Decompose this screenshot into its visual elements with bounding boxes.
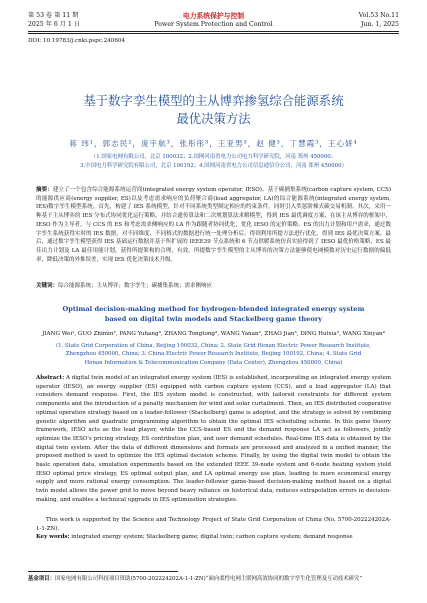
doi: DOI: 10.19783/j.cnki.pspc.240604 <box>28 38 126 44</box>
footnote-fund <box>28 575 399 583</box>
affil-en-line2: Zhengzhou 450000, China; 3. China Electric Power Research Institute, Beijing 100192, China; 4. State Grid <box>65 351 362 358</box>
footnote-label: 基金项目： <box>28 576 55 582</box>
keywords-en <box>36 533 391 542</box>
abstract-en-label: Abstract: <box>36 375 65 381</box>
abstract-en-fund: This work is supported by the Science and Technology Project of State Grid Corporation of China (No. 5700-202224202A-1-1-ZN). <box>36 517 391 532</box>
keywords-cn <box>36 282 391 291</box>
header-center <box>28 12 399 29</box>
abstract-cn <box>36 186 391 264</box>
affil-cn-line2: 3.中国电力科学研究院有限公司，北京 100192；4.国网河南省电力公司信息通信分公司，河南 郑州 450000） <box>80 163 347 169</box>
journal-name-cn: 电力系统保护与控制 <box>182 12 245 20</box>
header-right <box>359 12 399 29</box>
journal-name-en: Power System Protection and Control <box>154 20 273 28</box>
header-rule <box>28 31 399 32</box>
title-cn-line2: 最优决策方法 <box>176 111 251 126</box>
keywords-cn-label: 关键词： <box>36 283 59 289</box>
date-en: Jun. 1, 2025 <box>360 20 399 28</box>
title-en-line2: based on digital twin models and Stackelberg game theory <box>104 315 323 323</box>
abstract-cn-text: 建立了一个包含综合能源系统运营商(integrated energy system operator, IESO)、基于碳捕集系统(carbon capture system, CCS)的能源供应商(energy supplier, ES)以及考虑需求响应的负荷聚合商(load aggregator, LA)的综合能源系统(integrated energy system, IES)数字孪生模型系统。首先，构建了 IES 系统模型，针对不同系统类型制定相应的约束条件，同时引入奖惩阶梯式碳交易机制。其次，采用一种基于主从博弈的 IES 分布式协同优化运行策略，并结合遗传算法和二次规划算法求解模型，得到 IES 最优调度方案，在该主从博弈的框架中，IESO 作为主导者，与 CCS 的 ES 和考虑需求侧响应的 LA 作为跟随者协同优化，优化 IESO 的定价策略、ES 的出力计划和用户需求，通过数字孪生系统获得实时的 IES 数据，对不同维度、不同格式的数据进行统一处理分析后，得到利用所提方法进行优化，得到 IES 最优决策方案。最后，通过数字孪生模型获得 IES 基础运行数据并基于所扩展的 IEEE39 节点系统和 6 节点供暖系统仿真实验得到了 IESO 最优价格策略、ES 最佳出力计划及 LA 最佳用能计划，获得所提架构的合理、有效。所提数字孪生模型的主从博弈的决策方法能够使电网模数对历史运行数据的偏低率，降低决策的外推误差，实现 IES 优化决策技术升级。 <box>36 187 391 263</box>
keywords-en-text: integrated energy system; Stackelberg game; digital twin; carbon capture system; demand response <box>71 534 353 540</box>
date-cn: 2025 年 6 月 1 日 <box>28 20 81 28</box>
affil-en-line3: Henan Information & Telecommunication Company (Data Center), Zhengzhou 450000, China) <box>84 359 343 366</box>
footnote-rule <box>28 571 178 572</box>
affiliations-en <box>40 342 387 367</box>
title-cn <box>28 92 399 128</box>
affil-cn-line1: （1.国家电网有限公司，北京 100032；2.国网河南省电力公司电力科学研究院，河南 郑州 450000； <box>90 154 337 160</box>
title-en <box>28 304 399 324</box>
title-en-line1: Optimal decision-making method for hydrogen-blended integrated energy system <box>62 305 365 313</box>
authors-en: JIANG Wei¹, GUO Zhimin², PANG Yuhang³, ZHANG Tongtong³, WANG Yanan³, ZHAO Jian³, DING Huixia³, WANG Xinyan⁴ <box>42 331 385 337</box>
footnote-text: 国家电网有限公司科技项目资助(5700-202224202A-1-1-ZN)“面向柔性电网主联网高效协同的数字孪生化管理及互动技术研究” <box>54 576 363 582</box>
abstract-cn-label: 摘要： <box>36 187 53 193</box>
abstract-en <box>36 374 391 505</box>
keywords-cn-text: 综合能源系统；主从博弈；数字孪生；碳捕集系统；需求侧响应 <box>58 283 213 289</box>
affiliations-cn <box>40 153 387 171</box>
abstract-en-text: A digital twin model of an integrated energy system (IES) is established, incorporating an integrated energy system operator (IESO), an energy supplier (ES) equipped with carbon capture system (CCS), and a load aggregator (LA) that considers demand response. First, the IES system model is constructed, with tailored constraints for different system components and the introduction of a penalty mechanism for wind and solar curtailment. Then, an IES distributed cooperative optimal operation strategy based on a leader-follower (Stackelberg) game is adopted, and the strategy is solved by combining genetic algorithm and quadratic programming algorithm to obtain the optimal IES scheduling scheme. In this game theory framework, IESO acts as the lead player, while the CCS-based ES and the demand response LA act as followers, jointly optimize the IESO's pricing strategy, ES contribution plan, and user demand schedules. Real-time IES data is obtained by the digital twin system. After the data of different dimensions and formats are processed and analyzed in a unified manner, the proposed method is used to optimize the IES optimal decision scheme. Finally, by using the digital twin model to obtain the basic operation data, simulation experiments based on the extended IEEE 39-node system and 6-node heating system yield IESO optimal price strategy, ES optimal output plan, and LA optimal energy use plan, leading to more economical energy supply and more rational energy consumption. The leader-follower game-based decision-making method based on a digital twin model allows the power grid to move beyond heavy reliance on historical data, reduces extrapolation errors in decision-making, and enables a technical upgrade in IES optimization strategies. <box>36 375 391 503</box>
title-cn-line1: 基于数字孪生模型的主从博弈掺氢综合能源系统 <box>83 93 344 108</box>
affil-en-line1: (1. State Grid Corporation of China, Beijing 100032, China; 2. State Grid Henan Electric Power Research Institute, <box>56 343 371 349</box>
keywords-en-label: Key words: <box>36 534 70 540</box>
authors-cn: 蒋 玮¹，郭志民²，庞宇航³，张彤彤³，王亚男³，赵 健³，丁慧霞³，王心妍⁴ <box>69 139 358 148</box>
volume-cn: 第 53 卷 第 11 期 <box>28 12 79 19</box>
header-rule-thin <box>28 33 399 34</box>
volume-en: Vol.53 No.11 <box>358 12 399 19</box>
